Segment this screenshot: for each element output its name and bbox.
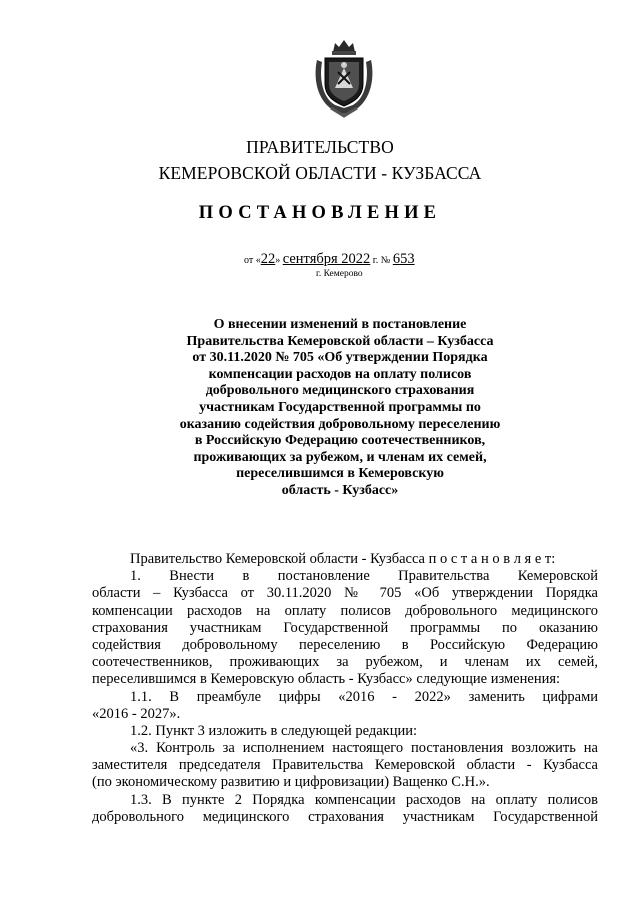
body-line: 1.2. Пункт 3 изложить в следующей редакции:	[130, 722, 418, 739]
title-line: Правительства Кемеровской области – Кузбасса	[186, 333, 494, 349]
date-day: 22	[260, 251, 276, 267]
document-type-heading: ПОСТАНОВЛЕНИЕ	[198, 203, 442, 223]
body-line: 1.3. В пункте 2 Порядка компенсации расходов на оплату полисов	[130, 791, 598, 808]
body-line: 1.1. В преамбуле цифры «2016 - 2022» заменить цифрами	[130, 688, 598, 705]
title-line: область - Кузбасс»	[281, 482, 399, 498]
title-line: оказанию содействия добровольному переселению	[179, 416, 501, 432]
document-title	[140, 317, 540, 500]
government-name-line2: КЕМЕРОВСКОЙ ОБЛАСТИ - КУЗБАССА	[158, 163, 482, 183]
title-line: добровольного медицинского страхования	[205, 383, 475, 399]
body-line: соотечественников, проживающих за рубежом, и членам их семей,	[92, 654, 598, 671]
date-year-suffix: г.	[372, 255, 379, 266]
body-line: добровольного медицинского страхования участникам Государственной	[92, 808, 598, 825]
document-body	[92, 551, 598, 826]
body-line: Правительство Кемеровской области - Кузбасса п о с т а н о в л я е т:	[130, 551, 556, 567]
body-line: содействия добровольному переселению в Российскую Федерацию	[92, 636, 598, 653]
title-line: компенсации расходов на оплату полисов	[208, 366, 472, 382]
body-line: 1. Внести в постановление Правительства Кемеровской	[130, 568, 598, 585]
coat-of-arms-icon	[311, 38, 377, 118]
body-line: компенсации расходов на оплату полисов добровольного медицинского	[92, 602, 598, 619]
body-line: переселившимся в Кемеровскую область - Кузбасс» следующие изменения:	[92, 671, 561, 688]
number-prefix: №	[380, 255, 391, 266]
title-line: участникам Государственной программы по	[199, 399, 481, 415]
title-line: переселившимся в Кемеровскую	[236, 466, 444, 482]
title-line: проживающих за рубежом, и членам их семей,	[193, 449, 487, 465]
date-prefix: от «	[244, 255, 261, 266]
title-line: от 30.11.2020 № 705 «Об утверждении Порядка	[192, 350, 488, 366]
date-month-year: сентября 2022	[282, 251, 371, 267]
title-line: в Российскую Федерацию соотечественников,	[194, 433, 486, 449]
body-line: заместителя председателя Правительства Кемеровской области - Кузбасса	[92, 757, 598, 774]
body-line: «2016 - 2027».	[92, 705, 181, 722]
date-day-close: »	[275, 255, 281, 266]
title-line: О внесении изменений в постановление	[213, 317, 467, 332]
body-line: (по экономическому развитию и цифровизации) Ващенко С.Н.».	[92, 774, 490, 791]
body-line: «3. Контроль за исполнением настоящего постановления возложить на	[130, 740, 598, 757]
body-line: области – Кузбасса от 30.11.2020 № 705 «Об утверждении Порядка	[92, 585, 598, 602]
body-line: страхования участникам Государственной программы по оказанию	[92, 619, 598, 636]
date-number-line	[244, 251, 415, 268]
city-label: г. Кемерово	[316, 269, 363, 279]
government-name-line1: ПРАВИТЕЛЬСТВО	[246, 137, 394, 157]
document-number: 653	[392, 251, 415, 267]
